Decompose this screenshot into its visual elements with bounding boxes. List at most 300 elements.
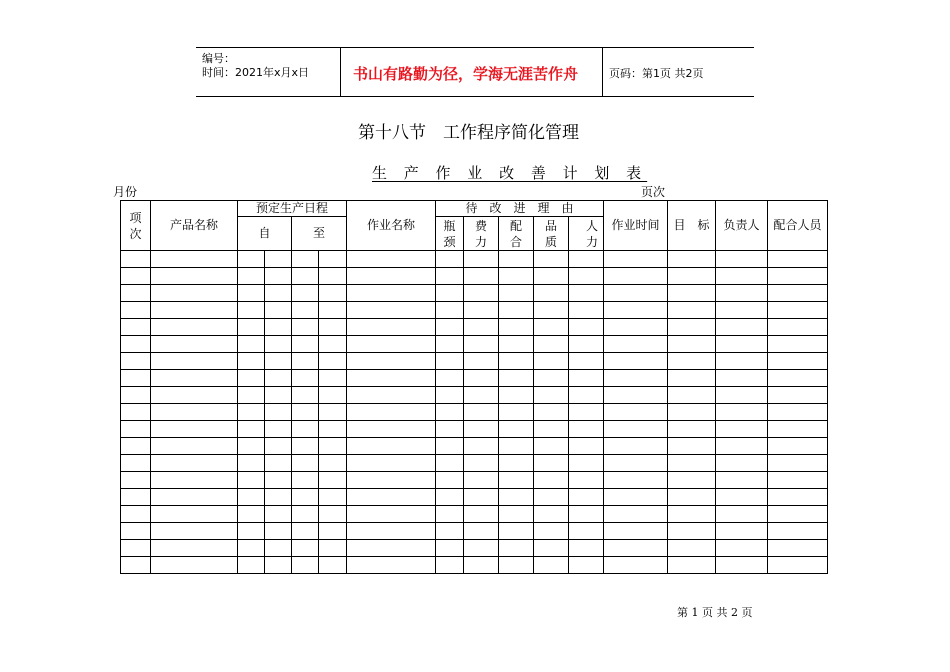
table-cell[interactable] <box>464 540 499 557</box>
table-cell[interactable] <box>347 285 436 302</box>
table-cell[interactable] <box>768 319 828 336</box>
table-cell[interactable] <box>716 285 768 302</box>
table-cell[interactable] <box>319 557 347 574</box>
table-cell[interactable] <box>238 353 265 370</box>
table-cell[interactable] <box>121 455 151 472</box>
table-cell[interactable] <box>151 455 238 472</box>
table-cell[interactable] <box>347 523 436 540</box>
table-cell[interactable] <box>604 387 668 404</box>
table-cell[interactable] <box>436 370 464 387</box>
table-cell[interactable] <box>464 506 499 523</box>
table-cell[interactable] <box>534 540 569 557</box>
table-cell[interactable] <box>292 353 319 370</box>
table-cell[interactable] <box>121 404 151 421</box>
table-cell[interactable] <box>499 557 534 574</box>
table-cell[interactable] <box>569 523 604 540</box>
table-cell[interactable] <box>716 370 768 387</box>
table-cell[interactable] <box>319 319 347 336</box>
table-cell[interactable] <box>121 285 151 302</box>
table-cell[interactable] <box>464 472 499 489</box>
table-cell[interactable] <box>238 523 265 540</box>
table-cell[interactable] <box>319 336 347 353</box>
table-cell[interactable] <box>604 404 668 421</box>
table-cell[interactable] <box>292 523 319 540</box>
table-cell[interactable] <box>347 506 436 523</box>
table-cell[interactable] <box>569 319 604 336</box>
table-cell[interactable] <box>347 387 436 404</box>
table-cell[interactable] <box>716 319 768 336</box>
table-cell[interactable] <box>347 540 436 557</box>
table-cell[interactable] <box>238 421 265 438</box>
table-cell[interactable] <box>151 506 238 523</box>
table-cell[interactable] <box>534 251 569 268</box>
table-cell[interactable] <box>534 387 569 404</box>
table-cell[interactable] <box>121 489 151 506</box>
table-cell[interactable] <box>499 268 534 285</box>
table-cell[interactable] <box>668 370 716 387</box>
table-cell[interactable] <box>668 438 716 455</box>
table-cell[interactable] <box>534 472 569 489</box>
table-cell[interactable] <box>121 387 151 404</box>
table-cell[interactable] <box>265 268 292 285</box>
table-cell[interactable] <box>716 455 768 472</box>
table-cell[interactable] <box>347 268 436 285</box>
table-cell[interactable] <box>668 506 716 523</box>
table-cell[interactable] <box>499 523 534 540</box>
table-cell[interactable] <box>716 336 768 353</box>
table-cell[interactable] <box>265 523 292 540</box>
table-cell[interactable] <box>464 523 499 540</box>
table-cell[interactable] <box>534 489 569 506</box>
table-cell[interactable] <box>569 353 604 370</box>
table-cell[interactable] <box>121 557 151 574</box>
table-cell[interactable] <box>768 472 828 489</box>
table-cell[interactable] <box>347 336 436 353</box>
table-cell[interactable] <box>534 285 569 302</box>
table-cell[interactable] <box>292 268 319 285</box>
table-cell[interactable] <box>151 472 238 489</box>
table-cell[interactable] <box>319 540 347 557</box>
table-cell[interactable] <box>292 404 319 421</box>
table-cell[interactable] <box>668 421 716 438</box>
table-cell[interactable] <box>238 268 265 285</box>
table-cell[interactable] <box>265 285 292 302</box>
table-cell[interactable] <box>292 319 319 336</box>
table-cell[interactable] <box>604 489 668 506</box>
table-cell[interactable] <box>668 353 716 370</box>
table-cell[interactable] <box>265 370 292 387</box>
table-cell[interactable] <box>499 387 534 404</box>
table-cell[interactable] <box>121 421 151 438</box>
table-cell[interactable] <box>499 472 534 489</box>
table-cell[interactable] <box>668 302 716 319</box>
table-cell[interactable] <box>436 540 464 557</box>
table-cell[interactable] <box>716 353 768 370</box>
table-cell[interactable] <box>436 404 464 421</box>
table-cell[interactable] <box>151 540 238 557</box>
table-cell[interactable] <box>347 455 436 472</box>
table-cell[interactable] <box>436 438 464 455</box>
table-cell[interactable] <box>604 557 668 574</box>
table-cell[interactable] <box>534 268 569 285</box>
table-cell[interactable] <box>292 489 319 506</box>
table-cell[interactable] <box>499 404 534 421</box>
table-cell[interactable] <box>292 506 319 523</box>
table-cell[interactable] <box>716 251 768 268</box>
table-cell[interactable] <box>464 353 499 370</box>
table-cell[interactable] <box>604 472 668 489</box>
table-cell[interactable] <box>668 455 716 472</box>
table-cell[interactable] <box>464 336 499 353</box>
table-cell[interactable] <box>464 302 499 319</box>
table-cell[interactable] <box>121 370 151 387</box>
table-cell[interactable] <box>534 319 569 336</box>
table-cell[interactable] <box>716 404 768 421</box>
table-cell[interactable] <box>768 506 828 523</box>
table-cell[interactable] <box>668 251 716 268</box>
table-cell[interactable] <box>716 421 768 438</box>
table-cell[interactable] <box>347 404 436 421</box>
table-cell[interactable] <box>436 421 464 438</box>
table-cell[interactable] <box>668 319 716 336</box>
table-cell[interactable] <box>499 353 534 370</box>
table-cell[interactable] <box>151 285 238 302</box>
table-cell[interactable] <box>768 387 828 404</box>
table-cell[interactable] <box>151 438 238 455</box>
table-cell[interactable] <box>121 523 151 540</box>
table-cell[interactable] <box>436 268 464 285</box>
table-cell[interactable] <box>121 251 151 268</box>
table-cell[interactable] <box>499 455 534 472</box>
table-cell[interactable] <box>319 455 347 472</box>
table-cell[interactable] <box>265 336 292 353</box>
table-cell[interactable] <box>319 268 347 285</box>
table-cell[interactable] <box>436 455 464 472</box>
table-cell[interactable] <box>604 540 668 557</box>
table-cell[interactable] <box>121 353 151 370</box>
table-cell[interactable] <box>499 540 534 557</box>
table-cell[interactable] <box>569 540 604 557</box>
table-cell[interactable] <box>668 336 716 353</box>
table-cell[interactable] <box>238 387 265 404</box>
table-cell[interactable] <box>436 523 464 540</box>
table-cell[interactable] <box>238 540 265 557</box>
table-cell[interactable] <box>265 302 292 319</box>
table-cell[interactable] <box>151 404 238 421</box>
table-cell[interactable] <box>768 285 828 302</box>
table-cell[interactable] <box>319 353 347 370</box>
table-cell[interactable] <box>716 438 768 455</box>
table-cell[interactable] <box>534 506 569 523</box>
table-cell[interactable] <box>464 489 499 506</box>
table-cell[interactable] <box>347 421 436 438</box>
table-cell[interactable] <box>716 523 768 540</box>
table-cell[interactable] <box>436 506 464 523</box>
table-cell[interactable] <box>768 523 828 540</box>
table-cell[interactable] <box>238 319 265 336</box>
table-cell[interactable] <box>464 404 499 421</box>
table-cell[interactable] <box>768 336 828 353</box>
table-cell[interactable] <box>668 404 716 421</box>
table-cell[interactable] <box>347 472 436 489</box>
table-cell[interactable] <box>534 404 569 421</box>
table-cell[interactable] <box>569 404 604 421</box>
table-cell[interactable] <box>238 251 265 268</box>
table-cell[interactable] <box>319 285 347 302</box>
table-cell[interactable] <box>347 319 436 336</box>
table-cell[interactable] <box>292 557 319 574</box>
table-cell[interactable] <box>716 506 768 523</box>
table-cell[interactable] <box>238 438 265 455</box>
table-cell[interactable] <box>436 319 464 336</box>
table-cell[interactable] <box>436 557 464 574</box>
table-cell[interactable] <box>347 489 436 506</box>
table-cell[interactable] <box>716 472 768 489</box>
table-cell[interactable] <box>499 489 534 506</box>
table-cell[interactable] <box>436 387 464 404</box>
table-cell[interactable] <box>347 353 436 370</box>
table-cell[interactable] <box>292 472 319 489</box>
table-cell[interactable] <box>151 251 238 268</box>
table-cell[interactable] <box>238 404 265 421</box>
table-cell[interactable] <box>716 557 768 574</box>
table-cell[interactable] <box>464 455 499 472</box>
table-cell[interactable] <box>121 540 151 557</box>
table-cell[interactable] <box>534 438 569 455</box>
table-cell[interactable] <box>569 370 604 387</box>
table-cell[interactable] <box>238 336 265 353</box>
table-cell[interactable] <box>347 370 436 387</box>
table-cell[interactable] <box>292 336 319 353</box>
table-cell[interactable] <box>604 370 668 387</box>
table-cell[interactable] <box>569 472 604 489</box>
table-cell[interactable] <box>768 268 828 285</box>
table-cell[interactable] <box>768 540 828 557</box>
table-cell[interactable] <box>668 472 716 489</box>
table-cell[interactable] <box>151 489 238 506</box>
table-cell[interactable] <box>534 353 569 370</box>
table-cell[interactable] <box>768 421 828 438</box>
table-cell[interactable] <box>265 387 292 404</box>
table-cell[interactable] <box>238 557 265 574</box>
table-cell[interactable] <box>151 319 238 336</box>
table-cell[interactable] <box>121 319 151 336</box>
table-cell[interactable] <box>604 319 668 336</box>
table-cell[interactable] <box>265 319 292 336</box>
table-cell[interactable] <box>499 421 534 438</box>
table-cell[interactable] <box>569 285 604 302</box>
table-cell[interactable] <box>604 353 668 370</box>
table-cell[interactable] <box>499 319 534 336</box>
table-cell[interactable] <box>292 387 319 404</box>
table-cell[interactable] <box>464 438 499 455</box>
table-cell[interactable] <box>464 268 499 285</box>
table-cell[interactable] <box>347 251 436 268</box>
table-cell[interactable] <box>668 557 716 574</box>
table-cell[interactable] <box>151 302 238 319</box>
table-cell[interactable] <box>569 506 604 523</box>
table-cell[interactable] <box>768 557 828 574</box>
table-cell[interactable] <box>151 557 238 574</box>
table-cell[interactable] <box>319 404 347 421</box>
table-cell[interactable] <box>151 268 238 285</box>
table-cell[interactable] <box>151 370 238 387</box>
table-cell[interactable] <box>347 557 436 574</box>
table-cell[interactable] <box>436 251 464 268</box>
table-cell[interactable] <box>265 404 292 421</box>
table-cell[interactable] <box>464 251 499 268</box>
table-cell[interactable] <box>121 268 151 285</box>
table-cell[interactable] <box>265 506 292 523</box>
table-cell[interactable] <box>499 336 534 353</box>
table-cell[interactable] <box>121 506 151 523</box>
table-cell[interactable] <box>604 455 668 472</box>
table-cell[interactable] <box>319 472 347 489</box>
table-cell[interactable] <box>121 438 151 455</box>
table-cell[interactable] <box>716 489 768 506</box>
table-cell[interactable] <box>238 455 265 472</box>
table-cell[interactable] <box>151 421 238 438</box>
table-cell[interactable] <box>436 472 464 489</box>
table-cell[interactable] <box>238 472 265 489</box>
table-cell[interactable] <box>347 438 436 455</box>
table-cell[interactable] <box>604 506 668 523</box>
table-cell[interactable] <box>604 438 668 455</box>
table-cell[interactable] <box>464 387 499 404</box>
table-cell[interactable] <box>569 489 604 506</box>
table-cell[interactable] <box>668 540 716 557</box>
table-cell[interactable] <box>265 540 292 557</box>
table-cell[interactable] <box>768 370 828 387</box>
table-cell[interactable] <box>534 302 569 319</box>
table-cell[interactable] <box>768 251 828 268</box>
table-cell[interactable] <box>319 370 347 387</box>
table-cell[interactable] <box>569 302 604 319</box>
table-cell[interactable] <box>265 472 292 489</box>
table-cell[interactable] <box>768 353 828 370</box>
table-cell[interactable] <box>151 336 238 353</box>
table-cell[interactable] <box>534 523 569 540</box>
table-cell[interactable] <box>464 319 499 336</box>
table-cell[interactable] <box>292 438 319 455</box>
table-cell[interactable] <box>121 336 151 353</box>
table-cell[interactable] <box>292 251 319 268</box>
table-cell[interactable] <box>238 489 265 506</box>
table-cell[interactable] <box>569 336 604 353</box>
table-cell[interactable] <box>265 353 292 370</box>
table-cell[interactable] <box>292 302 319 319</box>
table-cell[interactable] <box>292 421 319 438</box>
table-cell[interactable] <box>569 455 604 472</box>
table-cell[interactable] <box>436 285 464 302</box>
table-cell[interactable] <box>534 455 569 472</box>
table-cell[interactable] <box>292 285 319 302</box>
table-cell[interactable] <box>604 302 668 319</box>
table-cell[interactable] <box>569 268 604 285</box>
table-cell[interactable] <box>499 302 534 319</box>
table-cell[interactable] <box>121 472 151 489</box>
table-cell[interactable] <box>292 455 319 472</box>
table-cell[interactable] <box>534 336 569 353</box>
table-cell[interactable] <box>499 285 534 302</box>
table-cell[interactable] <box>604 268 668 285</box>
table-cell[interactable] <box>464 285 499 302</box>
table-cell[interactable] <box>464 370 499 387</box>
table-cell[interactable] <box>499 370 534 387</box>
table-cell[interactable] <box>569 251 604 268</box>
table-cell[interactable] <box>768 455 828 472</box>
table-cell[interactable] <box>604 421 668 438</box>
table-cell[interactable] <box>668 523 716 540</box>
table-cell[interactable] <box>464 557 499 574</box>
table-cell[interactable] <box>534 557 569 574</box>
table-cell[interactable] <box>319 523 347 540</box>
table-cell[interactable] <box>768 302 828 319</box>
table-cell[interactable] <box>319 506 347 523</box>
table-cell[interactable] <box>265 557 292 574</box>
table-cell[interactable] <box>534 370 569 387</box>
table-cell[interactable] <box>499 438 534 455</box>
table-cell[interactable] <box>569 421 604 438</box>
table-cell[interactable] <box>265 455 292 472</box>
table-cell[interactable] <box>768 404 828 421</box>
table-cell[interactable] <box>347 302 436 319</box>
table-cell[interactable] <box>569 438 604 455</box>
table-cell[interactable] <box>716 268 768 285</box>
table-cell[interactable] <box>319 421 347 438</box>
table-cell[interactable] <box>436 336 464 353</box>
table-cell[interactable] <box>292 540 319 557</box>
table-cell[interactable] <box>238 302 265 319</box>
table-cell[interactable] <box>604 251 668 268</box>
table-cell[interactable] <box>319 302 347 319</box>
table-cell[interactable] <box>238 506 265 523</box>
table-cell[interactable] <box>436 302 464 319</box>
table-cell[interactable] <box>151 387 238 404</box>
table-cell[interactable] <box>151 523 238 540</box>
table-cell[interactable] <box>716 302 768 319</box>
table-cell[interactable] <box>151 353 238 370</box>
table-cell[interactable] <box>121 302 151 319</box>
table-cell[interactable] <box>668 285 716 302</box>
table-cell[interactable] <box>238 370 265 387</box>
table-cell[interactable] <box>499 506 534 523</box>
table-cell[interactable] <box>716 387 768 404</box>
table-cell[interactable] <box>768 489 828 506</box>
table-cell[interactable] <box>668 489 716 506</box>
table-cell[interactable] <box>604 523 668 540</box>
table-cell[interactable] <box>668 268 716 285</box>
table-cell[interactable] <box>292 370 319 387</box>
table-cell[interactable] <box>265 251 292 268</box>
table-cell[interactable] <box>436 489 464 506</box>
table-cell[interactable] <box>569 557 604 574</box>
table-cell[interactable] <box>534 421 569 438</box>
table-cell[interactable] <box>265 421 292 438</box>
table-cell[interactable] <box>319 489 347 506</box>
table-cell[interactable] <box>319 387 347 404</box>
table-cell[interactable] <box>668 387 716 404</box>
table-cell[interactable] <box>436 353 464 370</box>
table-cell[interactable] <box>604 336 668 353</box>
table-cell[interactable] <box>716 540 768 557</box>
table-cell[interactable] <box>569 387 604 404</box>
table-cell[interactable] <box>319 438 347 455</box>
table-cell[interactable] <box>768 438 828 455</box>
table-cell[interactable] <box>499 251 534 268</box>
table-cell[interactable] <box>464 421 499 438</box>
table-cell[interactable] <box>238 285 265 302</box>
